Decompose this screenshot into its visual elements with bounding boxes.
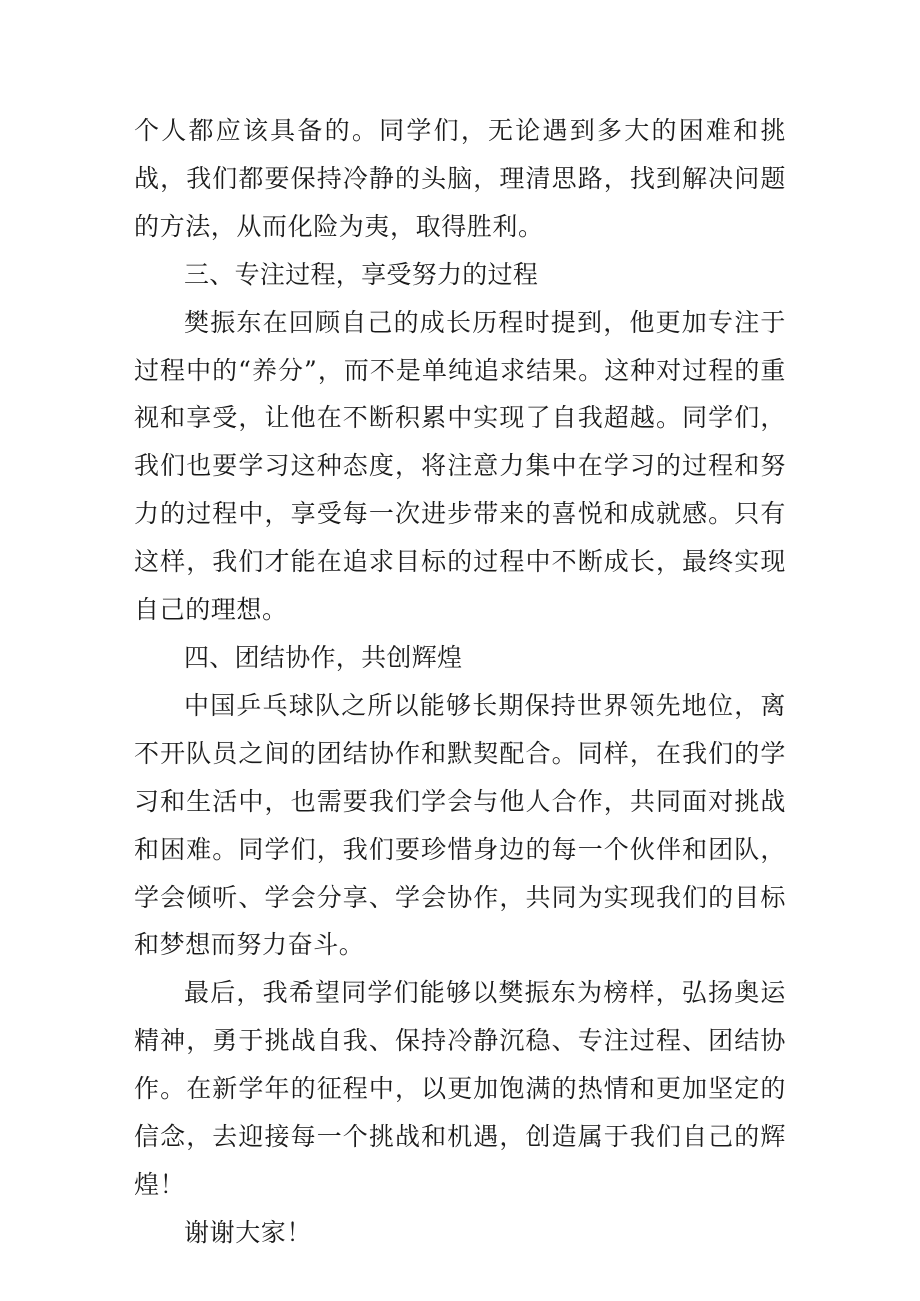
paragraph-focus-process: 樊振东在回顾自己的成长历程时提到，他更加专注于过程中的“养分”，而不是单纯追求结果。这种对过程的重视和享受，让他在不断积累中实现了自我超越。同学们，我们也要学习这种态度，将注意力集中在学习的过程和努力的过程中，享受每一次进步带来的喜悦和成就感。只有这样，我们才能在追求目标的过程中不断成长，最终实现自己的理想。 (134, 307, 786, 625)
document-body (134, 107, 786, 1257)
section-heading-4: 四、团结协作，共创辉煌 (184, 642, 463, 672)
paragraph-conclusion: 最后，我希望同学们能够以樊振东为榜样，弘扬奥运精神，勇于挑战自我、保持冷静沉稳、专注过程、团结协作。在新学年的征程中，以更加饱满的热情和更加坚定的信念，去迎接每一个挑战和机遇，创造属于我们自己的辉煌！ (134, 978, 786, 1199)
paragraph-thanks: 谢谢大家！ (184, 1217, 313, 1247)
paragraph-teamwork: 中国乒乓球队之所以能够长期保持世界领先地位，离不开队员之间的团结协作和默契配合。同样，在我们的学习和生活中，也需要我们学会与他人合作，共同面对挑战和困难。同学们，我们要珍惜身边的每一个伙伴和团队，学会倾听、学会分享、学会协作，共同为实现我们的目标和梦想而努力奋斗。 (134, 690, 786, 960)
section-heading-3: 三、专注过程，享受努力的过程 (184, 259, 539, 289)
paragraph-continued: 个人都应该具备的。同学们，无论遇到多大的困难和挑战，我们都要保持冷静的头脑，理清思路，找到解决问题的方法，从而化险为夷，取得胜利。 (134, 116, 786, 241)
